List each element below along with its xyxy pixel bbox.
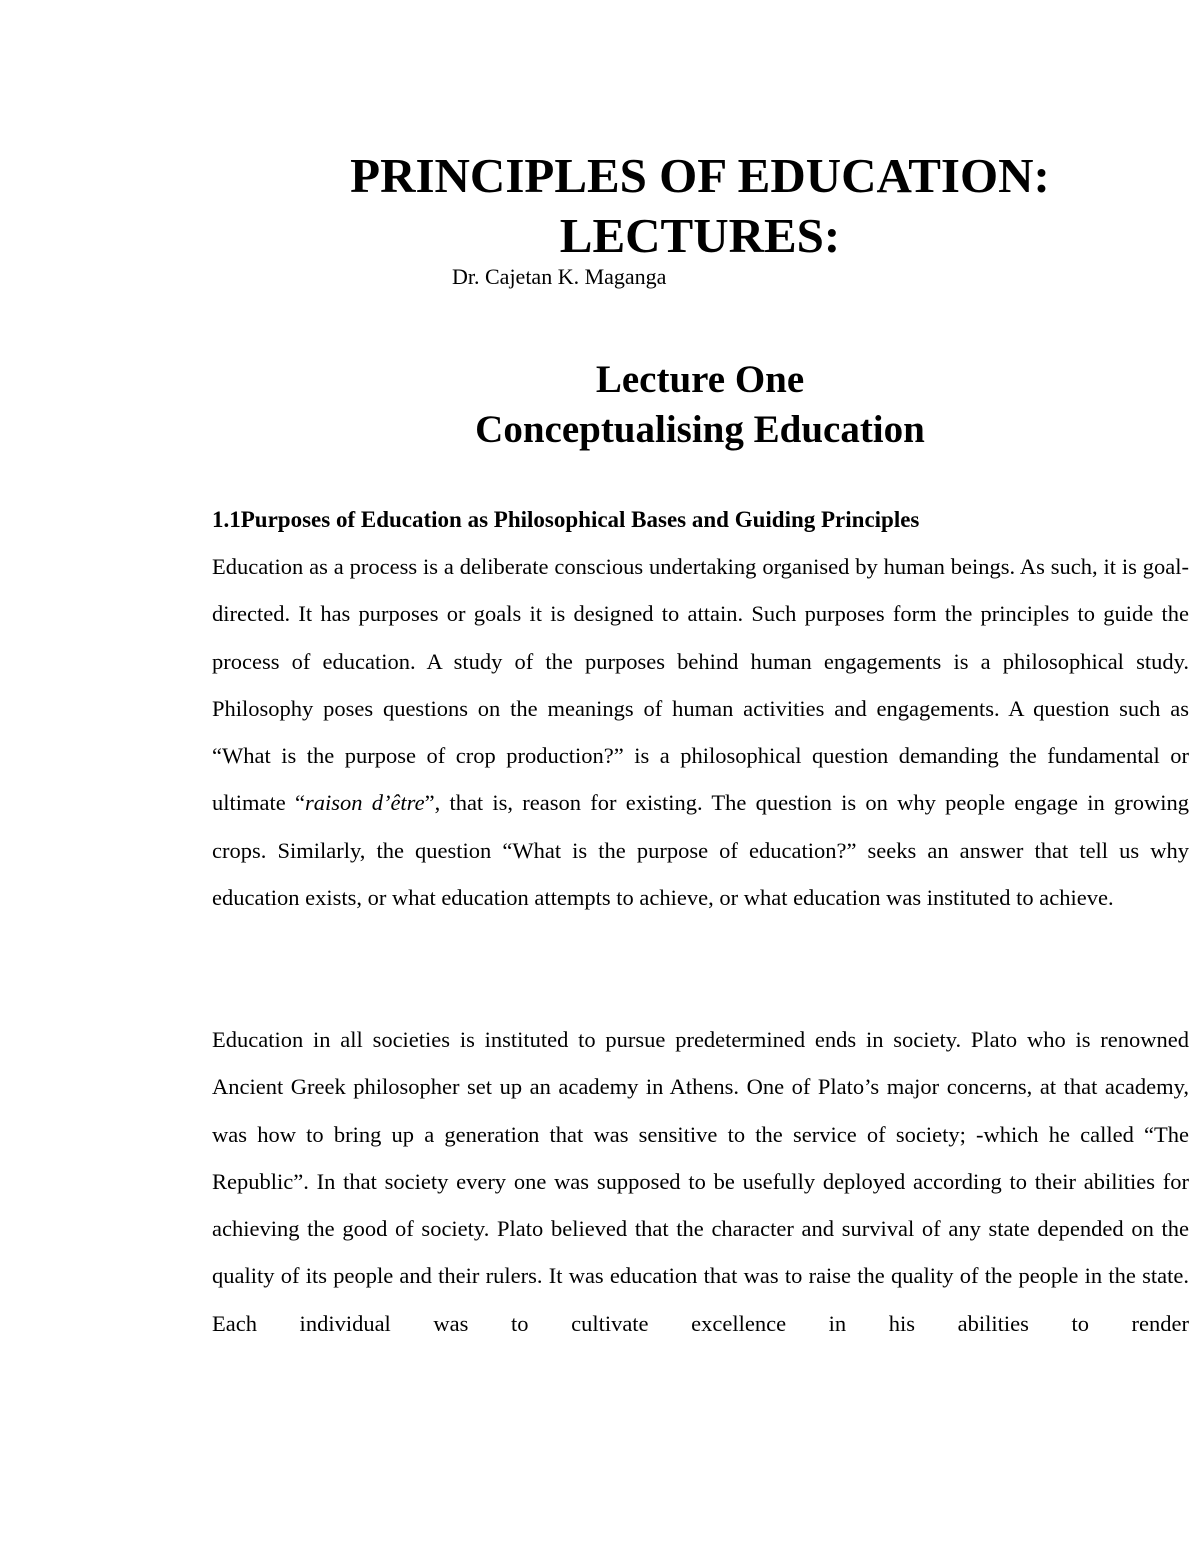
lecture-title: Conceptualising Education — [475, 408, 925, 451]
section-heading: 1.1Purposes of Education as Philosophical Bases and Guiding Principles — [212, 507, 920, 532]
lecture-label: Lecture One — [595, 358, 805, 401]
paragraph-2: Education in all societies is instituted to pursue predetermined ends in society. Plato who is renowned Ancient Greek philosopher set up an academy in Athens. One of Plato’s major concerns, at that academy, was how to bring up a generation that was sensitive to the service of society; -which he called “The Republic”. In that society every one was supposed to be usefully deployed according to their abilities for achieving the good of society. Plato believed that the character and survival of any state depended on the quality of its people and their rulers. It was education that was to raise the quality of the people in the state. Each individual was to cultivate excellence in his abilities to render — [212, 1027, 1189, 1336]
paragraph-1-text-b: ”, that is, reason for existing. The question is on why people engage in growing crops. Similarly, the question “What is the purpose of education?” seeks an answer that tell us why education exists, or what education attempts to achieve, or what education was instituted to achieve. — [212, 790, 1189, 911]
paragraph-1-italic-phrase: raison d’être — [304, 790, 425, 816]
paragraph-1 — [212, 543, 1189, 921]
author-name: Dr. Cajetan K. Maganga — [452, 264, 667, 289]
document-title-line-2: LECTURES: — [559, 208, 841, 263]
document-title-line-1: PRINCIPLES OF EDUCATION: — [350, 148, 1050, 203]
paragraph-1-text-a: Education as a process is a deliberate conscious undertaking organised by human beings. As such, it is goal-directed. It has purposes or goals it is designed to attain. Such purposes form the principles to guide the process of education. A study of the purposes behind human engagements is a philosophical study. Philosophy poses questions on the meanings of human activities and engagements. A question such as “What is the purpose of crop production?” is a philosophical question demanding the fundamental or ultimate “ — [212, 554, 1189, 816]
